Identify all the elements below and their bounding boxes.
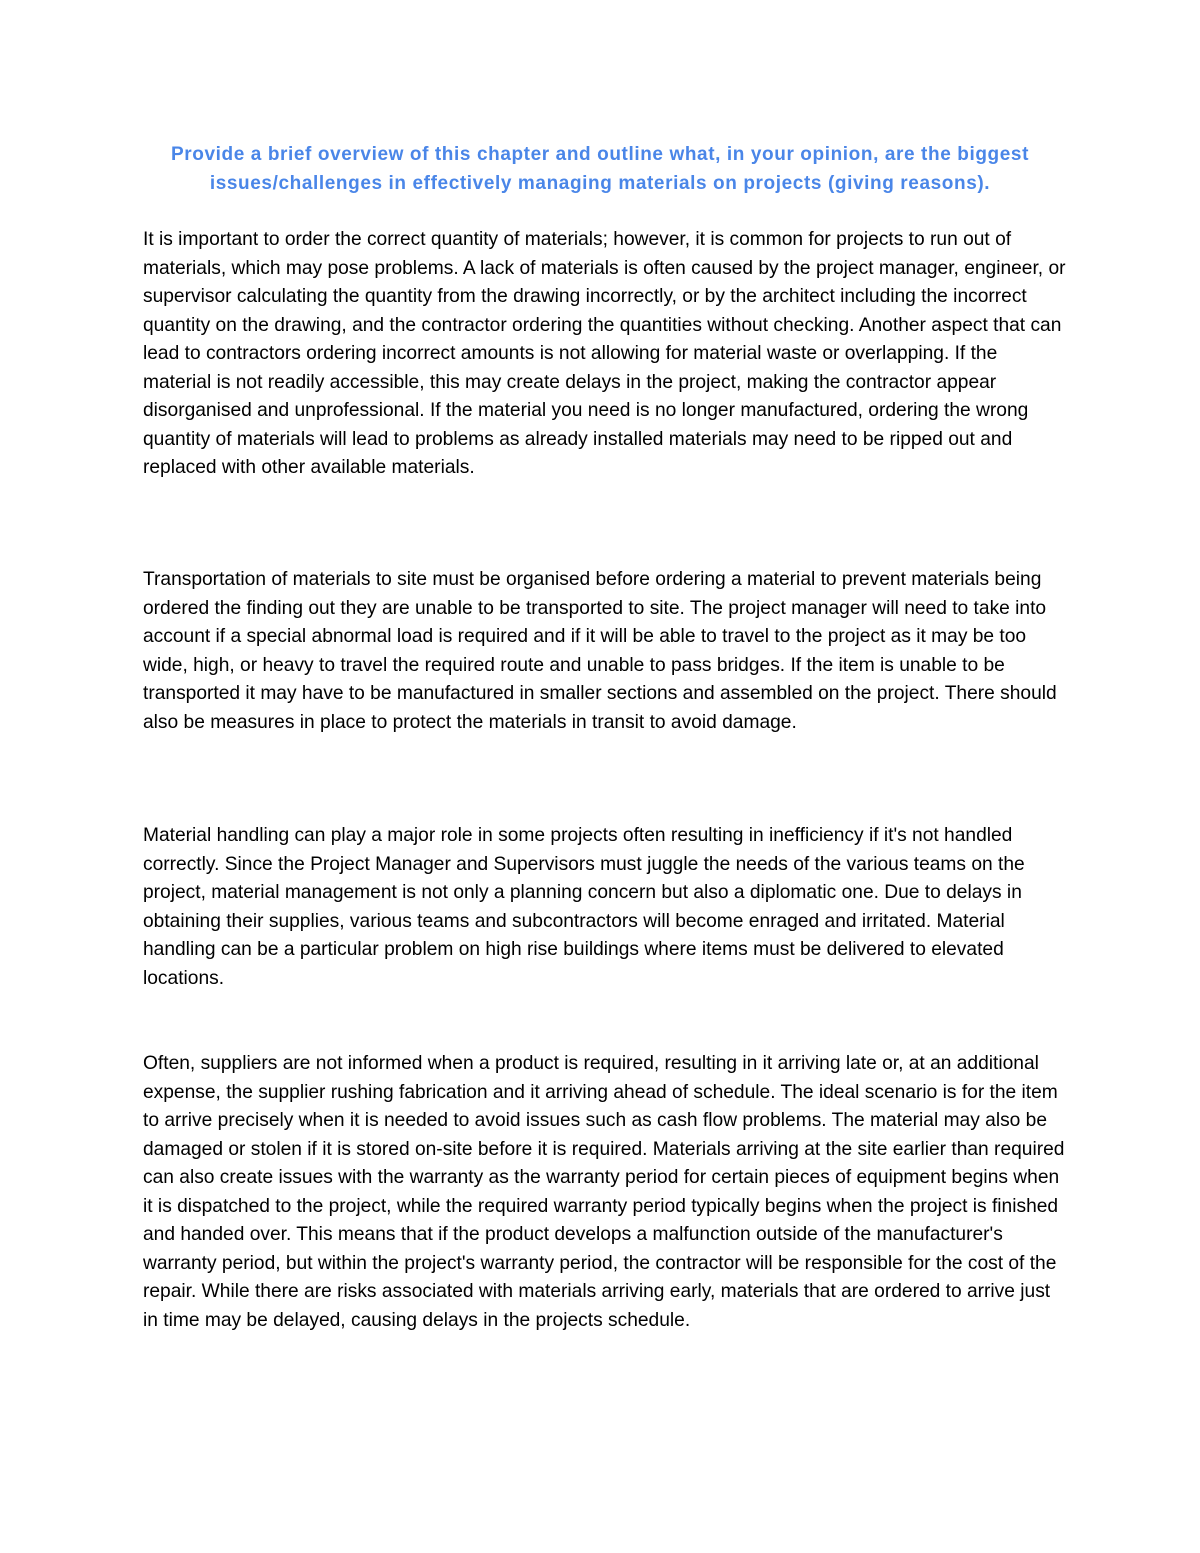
answer-paragraph-material-handling: Material handling can play a major role in some projects often resulting in inefficiency if it's not handled correctly. Since the Project Manager and Supervisors must juggle the needs of the various teams on the project, material management is not only a planning concern but also a diplomatic one. Due to delays in obtaining their supplies, various teams and subcontractors will become enraged and irritated. Material handling can be a particular problem on high rise buildings where items must be delivered to elevated locations.: [143, 825, 1025, 989]
answer-paragraph-transportation: Transportation of materials to site must be organised before ordering a material to prevent materials being ordered the finding out they are unable to be transported to site. The project manager will need to take into account if a special abnormal load is required and if it will be able to travel to the project as it may be too wide, high, or heavy to travel the required route and unable to pass bridges. If the item is unable to be transported it may have to be manufactured in smaller sections and assembled on the project. There should also be measures in place to protect the materials in transit to avoid damage.: [143, 569, 1057, 733]
question-heading: Provide a brief overview of this chapter and outline what, in your opinion, are the biggest issues/challenges in effectively managing materials on projects (giving reasons).: [171, 144, 1029, 194]
answer-paragraph-delivery-timing: Often, suppliers are not informed when a product is required, resulting in it arriving late or, at an additional expense, the supplier rushing fabrication and it arriving ahead of schedule. The ideal scenario is for the item to arrive precisely when it is needed to avoid issues such as cash flow problems. The material may also be damaged or stolen if it is stored on-site before it is required. Materials arriving at the site earlier than required can also create issues with the warranty as the warranty period for certain pieces of equipment begins when it is dispatched to the project, while the required warranty period typically begins when the project is finished and handed over. This means that if the product develops a malfunction outside of the manufacturer's warranty period, but within the project's warranty period, the contractor will be responsible for the cost of the repair. While there are risks associated with materials arriving early, materials that are ordered to arrive just in time may be delayed, causing delays in the projects schedule.: [143, 1053, 1065, 1331]
answer-paragraph-ordering-quantity: It is important to order the correct quantity of materials; however, it is common for projects to run out of materials, which may pose problems. A lack of materials is often caused by the project manager, engineer, or supervisor calculating the quantity from the drawing incorrectly, or by the architect including the incorrect quantity on the drawing, and the contractor ordering the quantities without checking. Another aspect that can lead to contractors ordering incorrect amounts is not allowing for material waste or overlapping. If the material is not readily accessible, this may create delays in the project, making the contractor appear disorganised and unprofessional. If the material you need is no longer manufactured, ordering the wrong quantity of materials will lead to problems as already installed materials may need to be ripped out and replaced with other available materials.: [143, 229, 1066, 478]
